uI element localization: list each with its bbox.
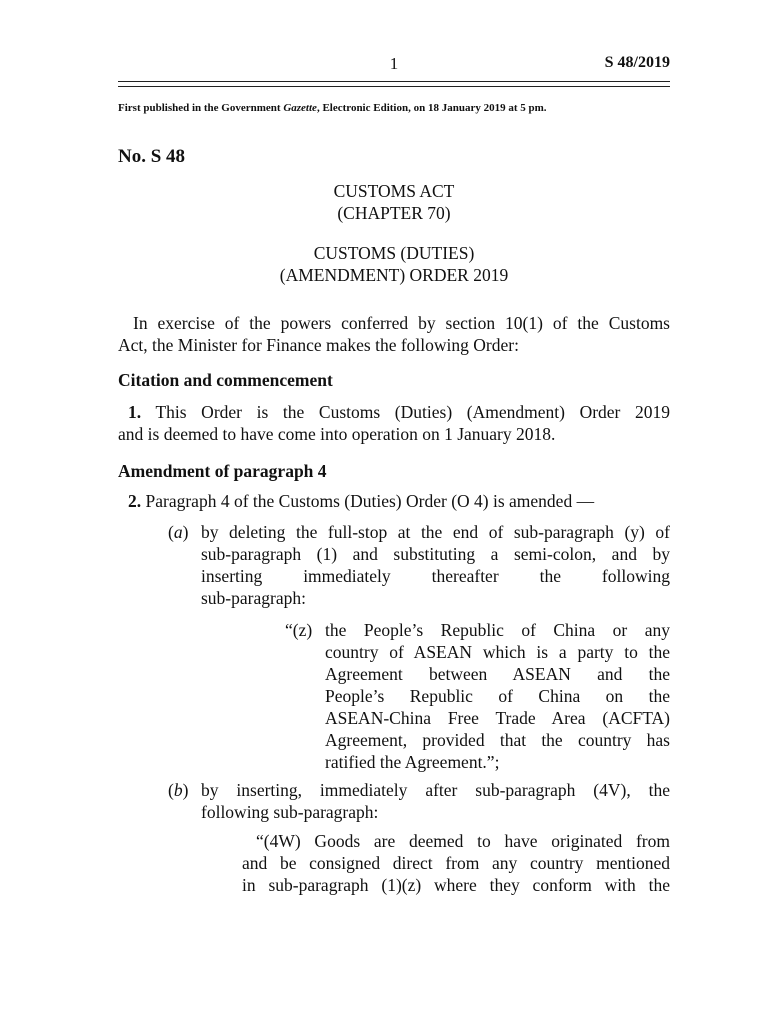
preamble-line1: In exercise of the powers conferred by section 10(1) of the Customs (133, 313, 670, 333)
section1-body (118, 401, 670, 445)
quoted-4w-line1: “(4W) Goods are deemed to have originated from (256, 831, 670, 851)
subparagraph-a-line1: by deleting the full-stop at the end of sub-paragraph (y) of (201, 522, 670, 542)
quoted-z-line4: People’s Republic of China on the (325, 686, 670, 706)
section1-number: 1. (128, 402, 142, 422)
quoted-z-line3: Agreement between ASEAN and the (325, 664, 670, 684)
subparagraph-a-line2: sub-paragraph (1) and substituting a semi-colon, and by (201, 544, 670, 564)
gazette-label: Gazette (283, 102, 317, 114)
act-title: CUSTOMS ACT (333, 181, 455, 201)
section2-intro (118, 490, 670, 512)
section2-number: 2. (128, 491, 142, 511)
section1-line2: and is deemed to have come into operation on 1 January 2018. (118, 424, 556, 444)
subparagraph-a-label: (a) (168, 522, 189, 542)
order-title-line2: (AMENDMENT) ORDER 2019 (279, 265, 509, 285)
preamble (118, 312, 670, 356)
page-header (118, 54, 670, 78)
subparagraph-b-label: (b) (168, 780, 189, 800)
quoted-z-line1: the People’s Republic of China or any (325, 620, 670, 640)
quoted-4w-line2: and be consigned direct from any country mentioned (242, 853, 670, 873)
preamble-line2: Act, the Minister for Finance makes the following Order: (118, 335, 519, 355)
section1-heading: Citation and commencement (118, 370, 333, 390)
subparagraph-a-line4: sub-paragraph: (201, 588, 306, 608)
order-title-line1: CUSTOMS (DUTIES) (313, 243, 475, 263)
quoted-z-line5: ASEAN-China Free Trade Area (ACFTA) (325, 708, 670, 728)
quoted-4w-line3: in sub-paragraph (1)(z) where they conform with the (242, 875, 670, 895)
section2-heading: Amendment of paragraph 4 (118, 461, 327, 481)
header-rule-bottom (118, 86, 670, 87)
section2-intro-text: Paragraph 4 of the Customs (Duties) Order (O 4) is amended — (145, 491, 595, 511)
act-chapter: (CHAPTER 70) (337, 203, 451, 223)
notice-number: No. S 48 (118, 146, 186, 167)
page-number: 1 (389, 54, 399, 73)
subparagraph-a-line3: inserting immediately thereafter the following (201, 566, 670, 586)
header-rule-top (118, 81, 670, 82)
quoted-z-line2: country of ASEAN which is a party to the (325, 642, 670, 662)
quoted-z-line6: Agreement, provided that the country has (325, 730, 670, 750)
quoted-z-label: “(z) (285, 620, 313, 640)
section1-line1: This Order is the Customs (Duties) (Amendment) Order 2019 (155, 402, 670, 422)
series-number: S 48/2019 (604, 54, 670, 71)
quoted-z-line7: ratified the Agreement.”; (325, 752, 500, 772)
subparagraph-b-line1: by inserting, immediately after sub-paragraph (4V), the (201, 780, 670, 800)
subparagraph-b-line2: following sub-paragraph: (201, 802, 379, 822)
publication-notice: First published in the Government Gazette, Electronic Edition, on 18 January 2019 at 5 pm. (118, 102, 547, 114)
